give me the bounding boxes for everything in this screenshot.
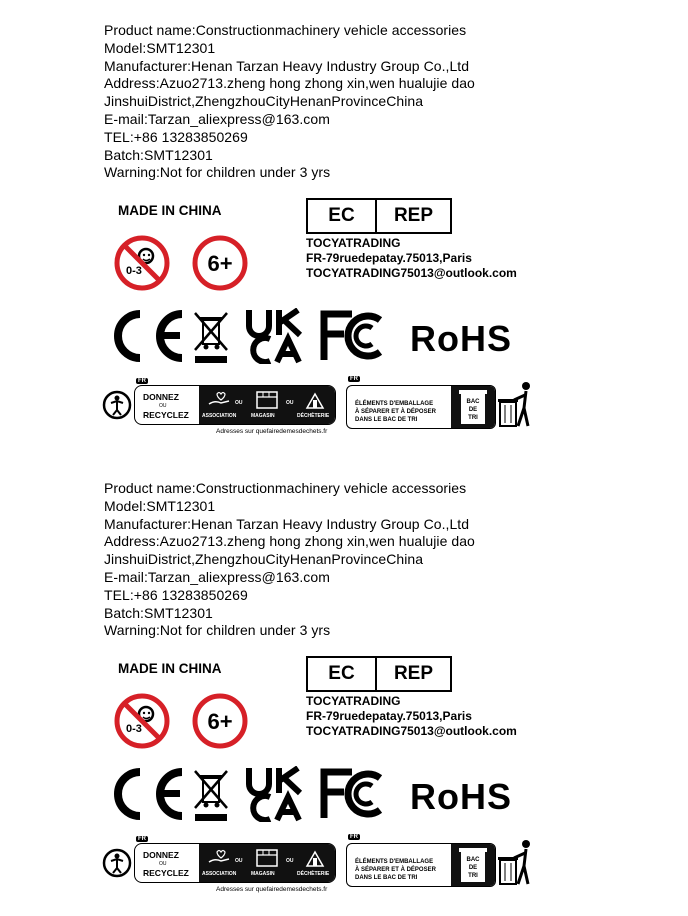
age-warning-text: 0-3 [126,265,142,277]
rep-label: REP [375,656,452,692]
age-ok-text: 6+ [207,251,233,276]
rohs-mark: RoHS [410,776,512,817]
donnez-text: DONNEZ [143,850,179,860]
hands-icon [207,390,231,410]
rep-email: TOCYATRADING75013@outlook.com [306,266,517,280]
ou-text: OU [286,858,294,864]
elements-line-1: ÉLÉMENTS D'EMBALLAGE [355,859,434,865]
bac-text: BAC [466,399,480,405]
fr-tag: FR [138,378,146,384]
bac-text: BAC [466,857,480,863]
fr-tag: FR [138,836,146,842]
manufacturer-line: Manufacturer:Henan Tarzan Heavy Industry Group Co.,Ltd [104,57,470,74]
ce-mark-icon [104,766,186,822]
person-bin-icon [496,380,538,428]
fcc-mark-icon [320,768,386,820]
warning-line: Warning:Not for children under 3 yrs [104,164,331,181]
tel-line: TEL:+86 13283850269 [104,128,248,145]
model-line: Model:SMT12301 [104,497,216,514]
manufacturer-line: Manufacturer:Henan Tarzan Heavy Industry Group Co.,Ltd [104,515,470,532]
rep-address: FR-79ruedepatay.75013,Paris [306,251,472,265]
address-line-1: Address:Azuo2713.zheng hong zhong xin,wen hualujie dao [104,75,475,92]
fcc-mark-icon [320,310,386,362]
ou-text: OU [159,861,167,867]
rep-email: TOCYATRADING75013@outlook.com [306,724,517,738]
product-info [104,480,475,640]
elements-line-1: ÉLÉMENTS D'EMBALLAGE [355,401,434,407]
donnez-text: DONNEZ [143,392,179,402]
rohs-mark: RoHS [410,318,512,359]
address-line-1: Address:Azuo2713.zheng hong zhong xin,wen hualujie dao [104,533,475,550]
recycle-address-note: Adresses sur quefairedemesdechets.fr [216,886,328,893]
ou-text: OU [159,403,167,409]
elements-line-3: DANS LE BAC DE TRI [355,417,418,423]
magasin-text: MAGASIN [251,871,275,877]
product-name-line: Product name:Constructionmachinery vehicle accessories [104,480,467,496]
fr-tag: FR [350,834,358,840]
decheterie-text: DÉCHÈTERIE [297,871,330,877]
ukca-mark-icon [246,308,304,364]
address-line-2: JinshuiDistrict,ZhengzhouCityHenanProvinceChina [104,93,424,110]
ce-mark-icon [104,308,186,364]
de-text: DE [468,407,478,413]
weee-bin-icon [192,310,230,364]
elements-line-2: À SÉPARER ET À DÉPOSER [355,867,436,873]
recyclez-text: RECYCLEZ [143,410,189,420]
ec-rep-details [306,694,517,739]
product-name-line: Product name:Constructionmachinery vehicle accessories [104,22,467,38]
tri-text: TRI [468,873,478,879]
donnez-recyclez-badge [134,835,337,883]
donnez-options [199,844,335,882]
not-for-0-3-icon [113,234,171,292]
ou-text: OU [286,400,294,406]
donnez-recyclez-badge [134,377,337,425]
email-line: E-mail:Tarzan_aliexpress@163.com [104,568,330,585]
donnez-options [199,386,335,424]
rep-label: REP [375,198,452,234]
ec-label: EC [306,656,377,692]
product-label-2 [0,458,688,916]
person-bin-icon [496,838,538,886]
email-line: E-mail:Tarzan_aliexpress@163.com [104,110,330,127]
ec-rep-details [306,236,517,281]
made-in-china: MADE IN CHINA [118,661,222,676]
de-text: DE [468,865,478,871]
ec-rep-box [306,656,452,690]
ec-rep-box [306,198,452,232]
shop-icon [255,390,279,410]
six-plus-icon [191,234,249,292]
shop-icon [255,848,279,868]
rep-company: TOCYATRADING [306,236,401,250]
batch-line: Batch:SMT12301 [104,604,213,621]
bac-de-tri-icon [451,386,495,428]
ec-label: EC [306,198,377,234]
fr-tag: FR [350,376,358,382]
tel-line: TEL:+86 13283850269 [104,586,248,603]
association-text: ASSOCIATION [202,871,237,877]
triman-icon [102,848,132,878]
recycle-address-note: Adresses sur quefairedemesdechets.fr [216,428,328,435]
product-info [104,22,475,182]
age-ok-text: 6+ [207,709,233,734]
recycling-center-icon [303,390,327,410]
rep-address: FR-79ruedepatay.75013,Paris [306,709,472,723]
association-text: ASSOCIATION [202,413,237,419]
tri-text: TRI [468,415,478,421]
age-warning-text: 0-3 [126,723,142,735]
not-for-0-3-icon [113,692,171,750]
six-plus-icon [191,692,249,750]
warning-line: Warning:Not for children under 3 yrs [104,622,331,639]
made-in-china: MADE IN CHINA [118,203,222,218]
recycling-center-icon [303,848,327,868]
ou-text: OU [235,400,243,406]
elements-line-3: DANS LE BAC DE TRI [355,875,418,881]
recyclez-text: RECYCLEZ [143,868,189,878]
ou-text: OU [235,858,243,864]
weee-bin-icon [192,768,230,822]
elements-emballage-badge [346,833,498,887]
bac-de-tri-icon [451,844,495,886]
magasin-text: MAGASIN [251,413,275,419]
triman-icon [102,390,132,420]
elements-line-2: À SÉPARER ET À DÉPOSER [355,409,436,415]
elements-emballage-badge [346,375,498,429]
rep-company: TOCYATRADING [306,694,401,708]
hands-icon [207,848,231,868]
decheterie-text: DÉCHÈTERIE [297,413,330,419]
address-line-2: JinshuiDistrict,ZhengzhouCityHenanProvinceChina [104,551,424,568]
model-line: Model:SMT12301 [104,39,216,56]
batch-line: Batch:SMT12301 [104,146,213,163]
ukca-mark-icon [246,766,304,822]
